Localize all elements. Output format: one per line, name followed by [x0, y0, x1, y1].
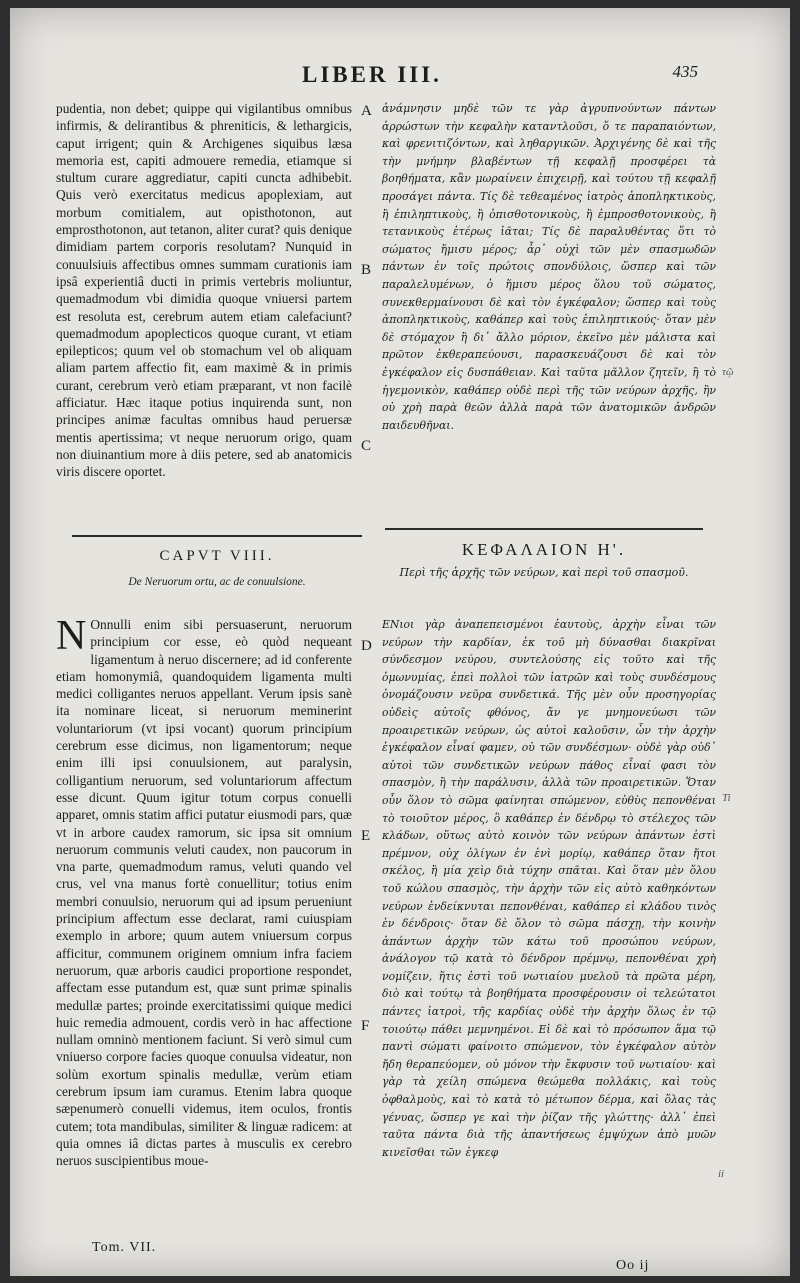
greek-chapter-title: ΚΕΦΑΛΑΙΟΝ Η'. — [461, 540, 627, 559]
latin-paragraph-bottom — [56, 616, 352, 1170]
margin-note-1: τῷ — [722, 366, 734, 378]
greek-column-top — [382, 100, 716, 518]
margin-note-2: Ti — [722, 792, 731, 804]
latin-chapter-subtitle: De Neruorum ortu, ac de conuulsione. — [128, 576, 306, 588]
running-title: LIBER III. — [302, 62, 442, 87]
latin-divider — [72, 535, 362, 537]
greek-column-bottom — [382, 616, 716, 1240]
greek-paragraph-top: ἀνάμνησιν μηδὲ τῶν τε γὰρ ἀγρυπνούντων πάντων ἀρρώστων τὴν κεφαλὴν καταντλοῦσι, ὅ τε παραπαιόντων, καὶ φρενιτιζόντων, καὶ ληθαργικῶν. Ἀρχιγένης δὲ καὶ τῆς τὴν μνήμην βλαβέντων τῇ κεφαλῇ προσφέρει τὰ βοηθήματα, κἂν μωραίνειν ἐπιχειρῇ, καὶ τούτου τῇ κεφαλῇ προσάγει πάντα. Τίς δὲ τεθεαμένος ἰατρὸς ἀποπληκτικοὺς, ἢ ἐπιληπτικοὺς, ἢ ὀπισθοτονικοὺς, ἢ ἐμπροσθοτονικοὺς, ἢ τετανικοὺς ἑτέρως ἰᾶται; Τίς δὲ παραλυθέντας ὅτι τὸ σώματος ἥμισυ μέρος; ἆρ᾽ οὐχὶ τῶν μὲν σπασμωδῶν πάντων ἐν τοῖς πρώτοις σπονδύλοις, ὥσπερ καὶ τῶν παραλελυμένων, ὁ ἥμισυ μέρος ὅλου τοῦ σώματος, συνεκθερμαίνουσι δὲ καὶ τὸν ἐγκέφαλον; ὥσπερ καὶ τοὺς ἀποπληκτικοὺς, καθάπερ καὶ τοὺς ἐπιληπτικούς· ὅταν μὲν δὲ στόμαχον ἢ δι᾽ ἄλλο μόριον, ἐκεῖνο μὲν μάλιστα καὶ πρῶτον ἐκθεραπεύουσι, παρασκευάζουσι δὲ καὶ τὸν ἐγκέφαλον εἰς δυσπάθειαν. Καὶ ταῦτα μᾶλλον ζητεῖν, ἢ τὸ ἡγεμονικὸν, καθάπερ οὐδὲ περὶ τῆς τῶν νεύρων ἀρχῆς, ἣν οὐ χρὴ παρὰ θεῶν ἀλλὰ παρὰ τῶν ἀνατομικῶν ἀνδρῶν παιδευθῆναι. — [382, 102, 716, 432]
running-head — [10, 62, 790, 92]
margin-letter-a: A — [361, 103, 372, 119]
margin-letter-b: B — [361, 262, 372, 278]
latin-paragraph-top: pudentia, non debet; quippe qui vigilantibus omnibus infirmis, & delirantibus & phreniticis, & lethargicis, caput irrigent; quin & Archigenes siquibus læsa memoria est, capiti admouere remedia, etiamque si stultum curare aggrediatur, capiti cuncta adhibebit. Quis verò exercitatus medicus apoplexiam, aut morbum comitialem, aut opisthotonon, aut emprosthotonon, aut tetanon, aliter curat? quis denique dimidiam partem corporis resolutam? Nunquid in conuulsiuis affectibus omnes summam curationis iam ipsâ experientiâ ducti in primis vertebris moliuntur, quemadmodum vbi dimidia quoque vniuersi partem est resoluta est, cerebrum autem etiam calefaciunt? quemadmodum apoplecticos quoque curant, vt etiam epilepticos; quum vel ob stomachum vel ob aliquam aliam partem affectio fit, eam maximè & in primis curant, cerebrum verò etiam præparant, vt non facilè afficiatur. Hæc itaque potius inquirenda sunt, non principes animæ facultas omnibus haud peruersæ mentis apertissima; vt neque neruorum origo, quam non diuinantium more à diis petere, sed ab anatomicis viris discere oportet. — [56, 101, 352, 480]
margin-letter-c: C — [361, 438, 372, 454]
latin-chapter-title: CAPVT VIII. — [159, 548, 275, 564]
signature-mark: Tom. VII. — [92, 1240, 157, 1255]
latin-column-bottom — [56, 616, 352, 1240]
greek-divider — [385, 528, 703, 530]
latin-body-text: Onnulli enim sibi persuaserunt, neruorum principium cor esse, eò quòd nequeant ligamentum à neruo discernere; ad id conferente etiam homonymiâ, quandoquidem ligamenta multi medici colligantes neruos appellant. Verum ipsis sanè ita nominare liceat, si neruorum meminerint voluntariorum (vt ipsi vocant) quorum principium cerebrum esse dicimus, non ligamentorum; neque enim illi ipsi conuulsionem, aut paralysin, colligantium neruorum, sed voluntariorum affectum esse dicunt. Quum igitur totum corpus conuelli apparet, omnis statim affici putatur eiusmodi pars, quæ vt in arbore caudex ramorum, sic ipsa sit omnium neruorum communis veluti caudex, non paucorum in vna parte, quemadmodum ramus, veluti quando vel crus, vel vna manus fortè conuellitur; totius enim membri conuulsio, neruorum qui ad ipsum perueniunt principium affectum esse declarat, rami cuiuspiam exemplo in arbore; quum autem vniuersum corpus afficitur, communem originem omnium infra faciem neruorum, quæ arboris caudici proportione respondet, affectam esse putandum est, quæ sunt primæ spinalis medullæ partes; proinde exercitatissimi quique medici huic remedia admouent, cordis verò in hac affectione nullam omninò mentionem faciunt. Si verò simul cum vniuerso corpore facies quoque conuulsa videatur, non solùm exortum spinalis medullæ, verùm etiam cerebrum ipsum iam curamus. Etenim labra quoque sæpenumerò conuelli videmus, item oculos, frontis cutem; tota mandibulas, similiter & linguæ radicem: at quia omnes iâ dictas partes à musculis ex cerebro neruos suscipientibus moue- — [56, 617, 352, 1169]
margin-letter-e: E — [361, 828, 371, 844]
margin-letter-f: F — [361, 1018, 370, 1034]
margin-note-3: ii — [718, 1168, 725, 1180]
latin-drop-cap: N — [56, 616, 87, 659]
page-number: 435 — [672, 62, 698, 81]
greek-chapter-subtitle: Περὶ τῆς ἀρχῆς τῶν νεύρων, καὶ περὶ τοῦ σπασμοῦ. — [399, 566, 689, 579]
margin-letter-d: D — [361, 638, 372, 654]
latin-column-top — [56, 100, 352, 518]
signature-mark-right: Oo ij — [616, 1258, 650, 1273]
greek-paragraph-bottom: ΕΝιοι γὰρ ἀναπεπεισμένοι ἑαυτοὺς, ἀρχὴν εἶναι τῶν νεύρων τὴν καρδίαν, ἐκ τοῦ μὴ δύνασθαι διακρῖναι σύνδεσμον νεύρου, συντελούσης εἰς τοῦτο καὶ τῆς ὁμωνυμίας, ἐπεὶ πολλοὶ τῶν ἰατρῶν καὶ τοὺς συνδέσμους ὀνομάζουσιν νεῦρα συνδετικά. Τῆς μὲν οὖν προσηγορίας οὐδεὶς αὐτοῖς φθόνος, ἄν γε μνημονεύωσι τῶν προαιρετικῶν νεύρων, ὡς αὐτοὶ καλοῦσιν, ὧν τὴν ἀρχὴν ἐγκέφαλον εἶναί φαμεν, οὐ τῶν συνδέσμων· οὐδὲ γὰρ οὐδ᾽ αὐτοὶ τῶν συνδετικῶν νεύρων πάθος εἶναί φασι τὸν σπασμὸν, ἢ τὴν παράλυσιν, ἀλλὰ τῶν προαιρετικῶν. Ὅταν οὖν ὅλον τὸ σῶμα φαίνηται σπώμενον, εὐθὺς πεπονθέναι τὸ τοιοῦτον μέρος, ὃ καθάπερ ἐν δένδρῳ τὸ στέλεχος τῶν κλάδων, οὕτως αὐτὸ κοινὸν τῶν νεύρων ἁπάντων ἐστὶ πρέμνον, οὐχ ὀλίγων ἐν ἑνὶ μορίῳ, καθάπερ ὅταν ἤτοι σκέλος, ἢ μία χεὶρ διὰ τύχην σπᾶται. Καὶ ὅταν μὲν ὅλου τοῦ κώλου σπασμὸς, τὴν ἀρχὴν τῶν εἰς αὐτὸ καθηκόντων νεύρων ἐνδείκνυται πεπονθέναι, καθάπερ εἰ κλάδου τινὸς ἐν δένδροις· ὅταν δὲ ὅλον τὸ σῶμα πάσχῃ, τὴν κοινὴν ἀπάντων ἀρχὴν τῶν κάτω τοῦ προσώπου νεύρων, ἀνάλογον τῷ κατὰ τὸ δένδρον πρέμνῳ, πεπονθέναι χρὴ νομίζειν, ἥτις ἐστὶ τοῦ νωτιαίου μυελοῦ τὰ πρῶτα μέρη, διὸ καὶ τούτῳ τὰ βοηθήματα προσφέρουσιν οἱ τελεώτατοι πάντες ἰατροὶ, τῆς καρδίας οὐδὲ τὴν ἀρχὴν ὅλως ἐν τῷ τοιούτῳ πάθει μεμνημένοι. Εἰ δὲ καὶ τὸ πρόσωπον ἅμα τῷ παντὶ σώματι φαίνοιτο σπώμενον, τὸν ἐγκέφαλον αὐτὸν ἤδη θεραπεύομεν, οὐ μόνον τὴν ἔκφυσιν τοῦ νωτιαίου· καὶ γὰρ τὰ χείλη σπώμενα θεώμεθα πολλάκις, καὶ τοὺς ὀφθαλμοὺς, καὶ τὸ κατὰ τὸ μέτωπον δέρμα, καὶ ὅλας τὰς γένυας, ὥσπερ γε καὶ τὴν ῥίζαν τῆς γλώττης· ἀλλ᾽ ἐπεὶ ταῦτα πάντα διὰ τῆς ἀπαντήσεως ἐμψύχων ἀπὸ μυῶν κινεῖσθαι τῶν ἐγκεφ — [382, 618, 716, 1159]
book-page — [10, 8, 790, 1276]
